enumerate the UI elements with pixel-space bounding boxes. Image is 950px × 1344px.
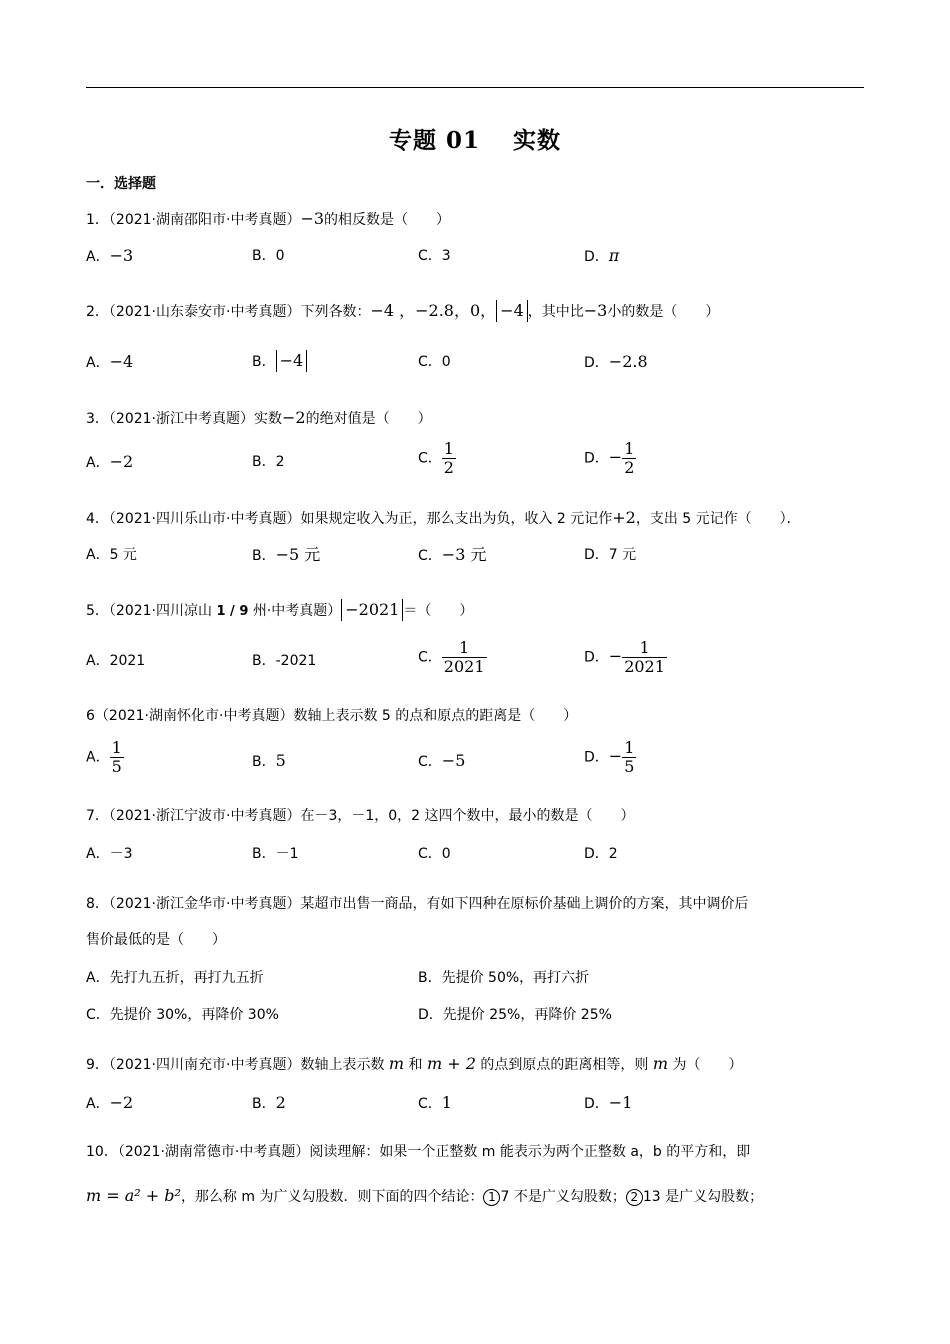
page-title: 专题 01 实数 [388,127,562,154]
question-5: 5．（2021·四川凉山 1 / 9 州·中考真题） −2021 ＝（ ） [86,600,474,619]
question-10: 10．（2021·湖南常德市·中考真题）阅读理解：如果一个正整数 m 能表示为两个正整数 a，b 的平方和，即 [86,1144,751,1160]
q2-option-a[interactable]: A．−4 [86,352,134,371]
q8-option-b[interactable]: B．先提价 50%，再打六折 [418,970,590,986]
q8-option-c[interactable]: C．先提价 30%，再降价 30% [86,1007,279,1023]
question-2: 2．（2021·山东泰安市·中考真题）下列各数：−4 ，−2.8，0， −4 ，其中比−3小的数是（ ） [86,301,720,320]
header-rule [86,87,864,88]
q5-option-d[interactable]: D．− $\frac{1}{2021}$ [584,638,665,676]
q9-option-b[interactable]: B．2 [252,1093,286,1112]
q9-option-c[interactable]: C．1 [418,1093,452,1112]
q5-option-b[interactable]: B．-2021 [252,653,317,669]
q7-option-d[interactable]: D．2 [584,846,618,862]
q6-option-c[interactable]: C．−5 [418,751,466,770]
q4-option-b[interactable]: B．−5 元 [252,545,321,564]
circled-number-2: 2 [626,1189,643,1206]
q1-option-d[interactable]: D．π [584,246,620,265]
q2-option-d[interactable]: D．−2.8 [584,352,648,371]
q6-option-b[interactable]: B．5 [252,751,286,770]
q5-option-c[interactable]: C． $\frac{1}{2021}$ [418,638,485,676]
q2-option-b[interactable]: B． −4 [252,350,307,372]
q3-option-c[interactable]: C． $\frac{1}{2}$ [418,439,454,477]
circled-number-1: 1 [483,1189,500,1206]
q7-option-a[interactable]: A．－3 [86,846,133,862]
question-10-line2: m = a² + b²，那么称 m 为广义勾股数．则下面的四个结论： 1 7 不是广义勾股数； 2 13 是广义勾股数； [86,1186,764,1205]
q2-option-c[interactable]: C．0 [418,354,451,370]
q5-option-a[interactable]: A．2021 [86,653,146,669]
q7-option-c[interactable]: C．0 [418,846,451,862]
page-marker: 1 / 9 [216,604,249,619]
q9-option-d[interactable]: D．−1 [584,1093,633,1112]
question-4: 4．（2021·四川乐山市·中考真题）如果规定收入为正，那么支出为负，收入 2 元记作+2，支出 5 元记作（ ）． [86,508,801,527]
q6-option-d[interactable]: D．− $\frac{1}{5}$ [584,738,635,776]
question-8-line2: 售价最低的是（ ） [86,932,226,948]
q1-option-c[interactable]: C．3 [418,248,451,264]
q3-option-a[interactable]: A．−2 [86,452,134,471]
question-6: 6（2021·湖南怀化市·中考真题）数轴上表示数 5 的点和原点的距离是（ ） [86,708,578,724]
q1-option-b[interactable]: B．0 [252,248,285,264]
q9-option-a[interactable]: A．−2 [86,1093,134,1112]
q8-option-d[interactable]: D．先提价 25%，再降价 25% [418,1007,612,1023]
q7-option-b[interactable]: B．－1 [252,846,299,862]
q4-option-a[interactable]: A．5 元 [86,547,137,563]
question-7: 7．（2021·浙江宁波市·中考真题）在－3，－1，0，2 这四个数中，最小的数是（ ） [86,808,635,824]
question-9: 9．（2021·四川南充市·中考真题）数轴上表示数 m 和 m + 2 的点到原点的距离相等，则 m 为（ ） [86,1054,743,1073]
q8-option-a[interactable]: A．先打九五折，再打九五折 [86,970,264,986]
q3-option-d[interactable]: D．− $\frac{1}{2}$ [584,439,635,477]
q6-option-a[interactable]: A． $\frac{1}{5}$ [86,738,122,776]
q4-option-c[interactable]: C．−3 元 [418,545,487,564]
question-1: 1．（2021·湖南邵阳市·中考真题）−3的相反数是（ ） [86,209,451,228]
q3-option-b[interactable]: B．2 [252,454,285,470]
section-heading: 一．选择题 [86,176,156,192]
q4-option-d[interactable]: D．7 元 [584,547,637,563]
question-8: 8．（2021·浙江金华市·中考真题）某超市出售一商品，有如下四种在原标价基础上调价的方案，其中调价后 [86,896,749,912]
q1-option-a[interactable]: A．−3 [86,246,134,265]
question-3: 3．（2021·浙江中考真题）实数−2的绝对值是（ ） [86,408,432,427]
